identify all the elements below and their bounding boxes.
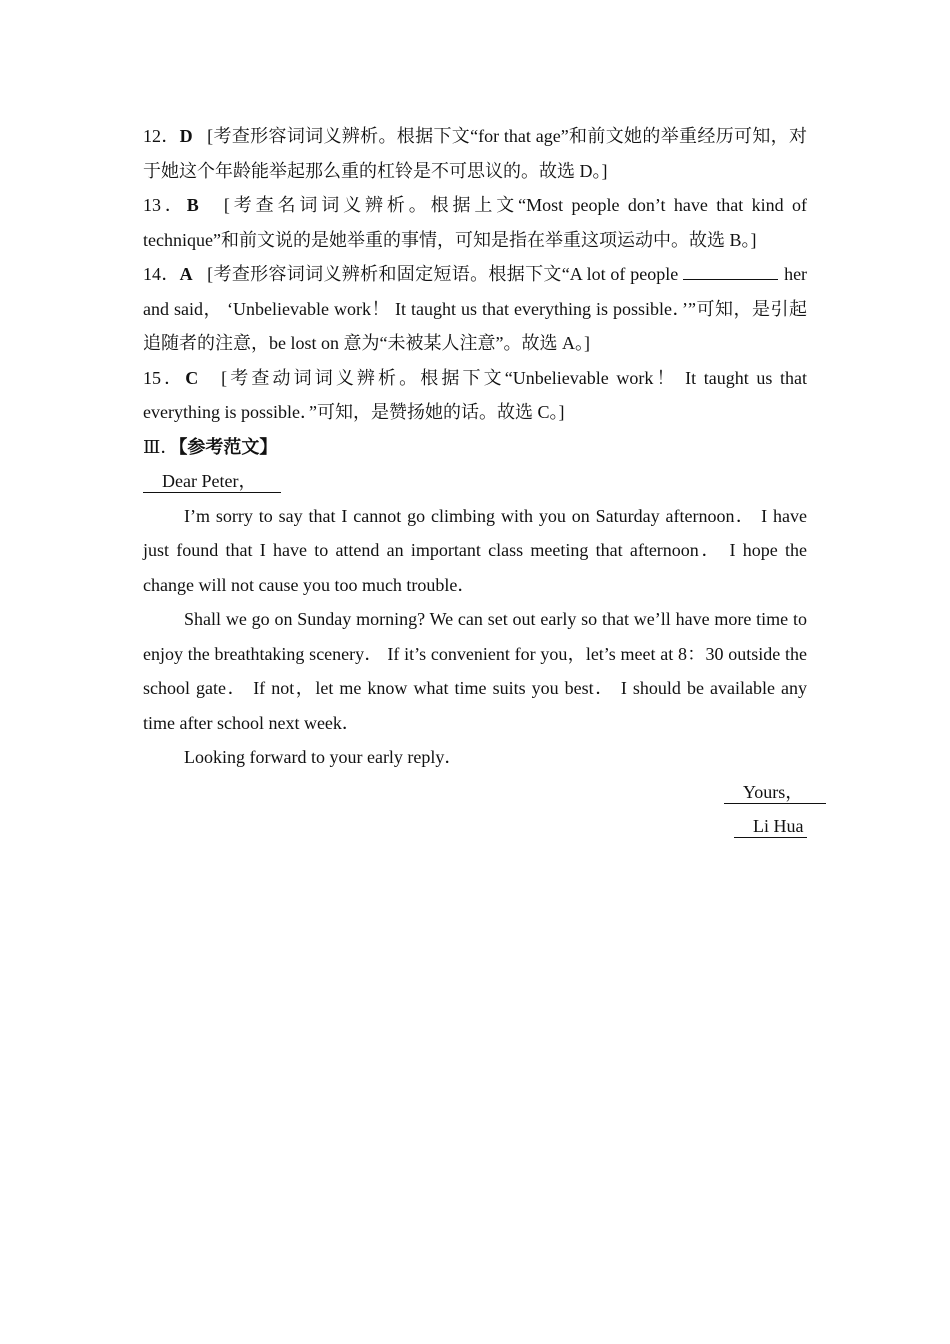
letter-signature	[143, 809, 807, 844]
letter-paragraph-1: I’m sorry to say that I cannot go climbing with you on Saturday afternoon． I have just found that I have to attend an important class meeting that afternoon． I hope the change will not cause you too much trouble．	[143, 505, 807, 595]
section-numeral: Ⅲ．	[143, 436, 179, 457]
answer-14	[143, 257, 807, 361]
question-number: 14．	[143, 264, 180, 284]
explanation-part-2: her and said， ‘Unbelievable work！ It taught us that everything is possible．’”可知，是引起追随者的注意，be lost on 意为“未被某人注意”。故选 A。]	[143, 264, 808, 353]
answer-13	[143, 188, 807, 257]
question-number: 13．	[143, 195, 187, 215]
answer-letter: B	[186, 195, 199, 215]
salutation-text: Dear Peter，	[143, 470, 281, 493]
explanation: [考查形容词词义辨析。根据下文“for that age”和前文她的举重经历可知，对于她这个年龄能举起那么重的杠铃是不可思议的。故选 D。]	[143, 126, 808, 181]
explanation: [考查名词词义辨析。根据上文“Most people don’t have that kind of technique”和前文说的是她举重的事情，可知是指在举重这项运动中。故选 B。]	[143, 195, 807, 250]
signature-text: Li Hua	[734, 815, 807, 838]
letter-closing	[143, 775, 807, 810]
explanation: [考查动词词义辨析。根据下文“Unbelievable work！ It taught us that everything is possible．”可知，是赞扬她的话。故选 C。]	[143, 367, 808, 422]
closing-text: Yours，	[724, 781, 826, 804]
letter-paragraph-2: Shall we go on Sunday morning? We can set out early so that we’ll have more time to enjoy the breathtaking scenery． If it’s convenient for you，let’s meet at 8：30 outside the school gate． If not，let me know what time suits you best． I should be available any time after school next week．	[143, 609, 807, 733]
question-number: 15．	[143, 367, 186, 388]
answer-letter: D	[179, 126, 193, 146]
answer-letter: A	[179, 264, 193, 284]
answer-12	[143, 119, 807, 188]
answer-letter: C	[185, 367, 199, 388]
blank-line	[683, 259, 778, 280]
answer-15	[143, 361, 807, 430]
section-3-heading	[143, 430, 807, 465]
explanation-part-1: [考查形容词词义辨析和固定短语。根据下文“A lot of people	[207, 264, 679, 284]
document-page	[143, 119, 807, 844]
section-label: 【参考范文】	[178, 436, 278, 457]
question-number: 12．	[143, 126, 180, 146]
letter-salutation	[143, 464, 807, 499]
letter-paragraph-3: Looking forward to your early reply．	[184, 747, 463, 767]
